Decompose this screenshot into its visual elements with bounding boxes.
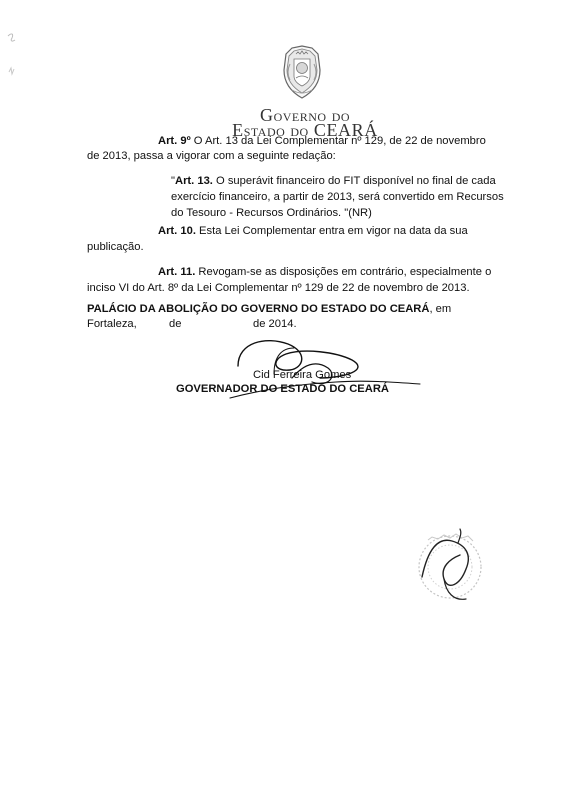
palace-line: PALÁCIO DA ABOLIÇÃO DO GOVERNO DO ESTADO DO CEARÁ, em	[87, 303, 452, 315]
government-title-line-2: ESTADO DO CEARÁ	[232, 120, 378, 140]
article-11-first-line: Art. 11. Revogam-se as disposições em contrário, especialmente o	[158, 266, 492, 278]
government-title-line-1: GOVERNO DO	[259, 105, 351, 125]
article-10-second-line: publicação.	[87, 241, 144, 253]
article-13-first-line: "Art. 13. O superávit financeiro do FIT disponível no final de cada	[171, 175, 496, 187]
initial-stamp-icon	[410, 525, 500, 620]
signer-name: Cid Ferreira Gomes	[253, 369, 352, 381]
article-9-second-line: de 2013, passa a vigorar com a seguinte redação:	[87, 150, 336, 162]
date-de: de	[169, 318, 182, 330]
state-emblem-icon	[276, 44, 328, 102]
article-13-third-line: do Tesouro - Recursos Ordinários. "(NR)	[171, 207, 372, 219]
date-prefix: Fortaleza,	[87, 318, 137, 330]
margin-marks	[4, 28, 20, 82]
date-year: de 2014.	[253, 318, 297, 330]
article-11-second-line: inciso VI do Art. 8º da Lei Complementar nº 129 de 22 de novembro de 2013.	[87, 282, 470, 294]
article-10-first-line: Art. 10. Esta Lei Complementar entra em vigor na data da sua	[158, 225, 468, 237]
article-13-second-line: exercício financeiro, a partir de 2013, será convertido em Recursos	[171, 191, 504, 203]
signer-role: GOVERNADOR DO ESTADO DO CEARÁ	[176, 383, 389, 395]
article-9-first-line: Art. 9º O Art. 13 da Lei Complementar nº 129, de 22 de novembro	[158, 135, 486, 147]
